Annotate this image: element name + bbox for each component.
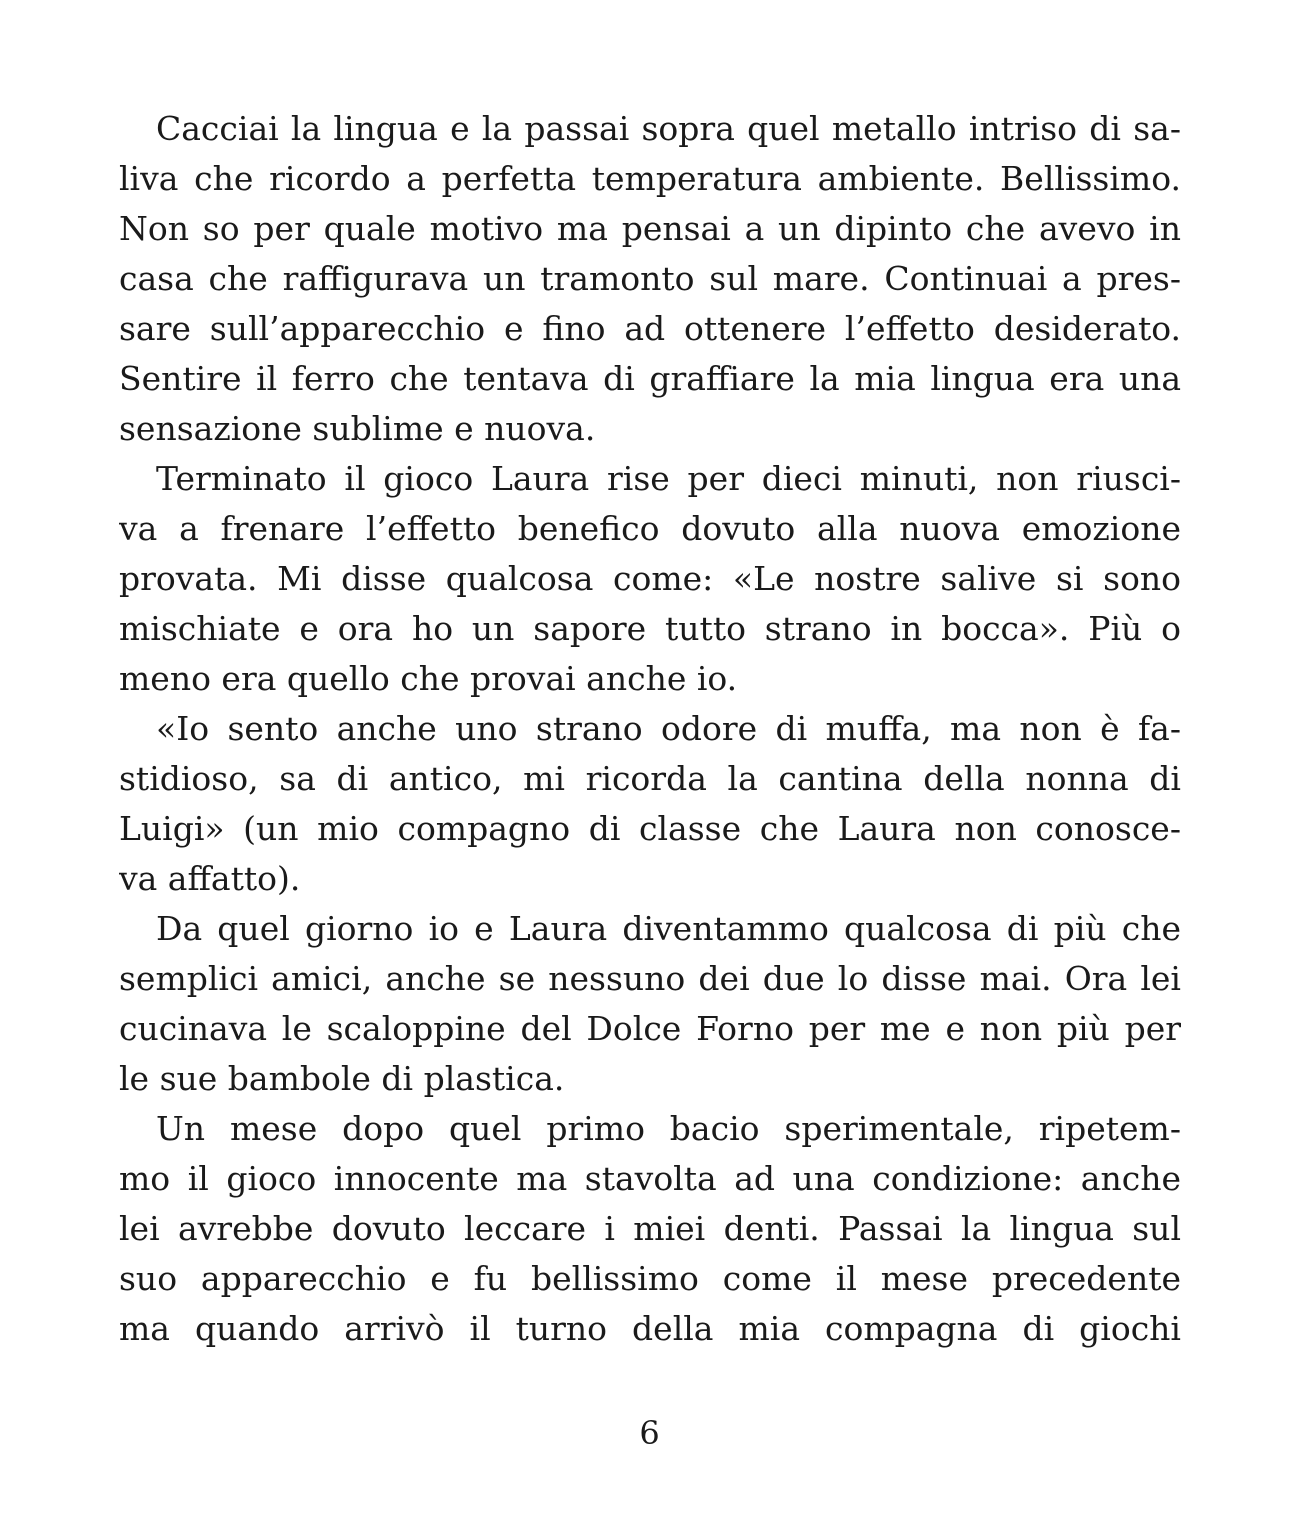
text-line: liva che ricordo a perfetta temperatura ambiente. Bellissimo.	[119, 159, 1181, 198]
text-line: mischiate e ora ho un sapore tutto strano in bocca». Più o	[119, 609, 1181, 648]
text-line: va affatto).	[119, 859, 301, 898]
text-line: Luigi» (un mio compagno di classe che Laura non conosce-	[119, 809, 1181, 848]
text-line: Un mese dopo quel primo bacio sperimentale, ripetem-	[156, 1109, 1181, 1148]
text-line: casa che raffigurava un tramonto sul mare. Continuai a pres-	[119, 259, 1181, 298]
text-line: ma quando arrivò il turno della mia compagna di giochi	[119, 1309, 1181, 1348]
text-line: «Io sento anche uno strano odore di muffa, ma non è fa-	[156, 709, 1181, 748]
paragraph-2	[119, 454, 1181, 704]
text-line: provata. Mi disse qualcosa come: «Le nostre salive si sono	[119, 559, 1181, 598]
body-text	[119, 104, 1181, 1354]
text-line: mo il gioco innocente ma stavolta ad una condizione: anche	[119, 1159, 1181, 1198]
text-line: sare sull’apparecchio e fino ad ottenere l’effetto desiderato.	[119, 309, 1181, 348]
text-line: Da quel giorno io e Laura diventammo qualcosa di più che	[156, 909, 1181, 948]
text-line: cucinava le scaloppine del Dolce Forno per me e non più per	[119, 1009, 1181, 1048]
text-line: Cacciai la lingua e la passai sopra quel metallo intriso di sa-	[156, 109, 1181, 148]
text-line: Non so per quale motivo ma pensai a un dipinto che avevo in	[119, 209, 1181, 248]
text-line: Sentire il ferro che tentava di graffiare la mia lingua era una	[119, 359, 1181, 398]
paragraph-1	[119, 104, 1181, 454]
text-line: semplici amici, anche se nessuno dei due lo disse mai. Ora lei	[119, 959, 1181, 998]
paragraph-3	[119, 704, 1181, 904]
text-line: meno era quello che provai anche io.	[119, 659, 738, 698]
page-number: 6	[639, 1414, 660, 1452]
text-line: va a frenare l’effetto benefico dovuto alla nuova emozione	[119, 509, 1181, 548]
text-line: sensazione sublime e nuova.	[119, 409, 596, 448]
text-line: Terminato il gioco Laura rise per dieci minuti, non riusci-	[156, 459, 1181, 498]
text-line: lei avrebbe dovuto leccare i miei denti. Passai la lingua sul	[119, 1209, 1181, 1248]
text-line: suo apparecchio e fu bellissimo come il mese precedente	[119, 1259, 1181, 1298]
text-line: le sue bambole di plastica.	[119, 1059, 565, 1098]
text-line: stidioso, sa di antico, mi ricorda la cantina della nonna di	[119, 759, 1181, 798]
paragraph-4	[119, 904, 1181, 1104]
paragraph-5	[119, 1104, 1181, 1354]
